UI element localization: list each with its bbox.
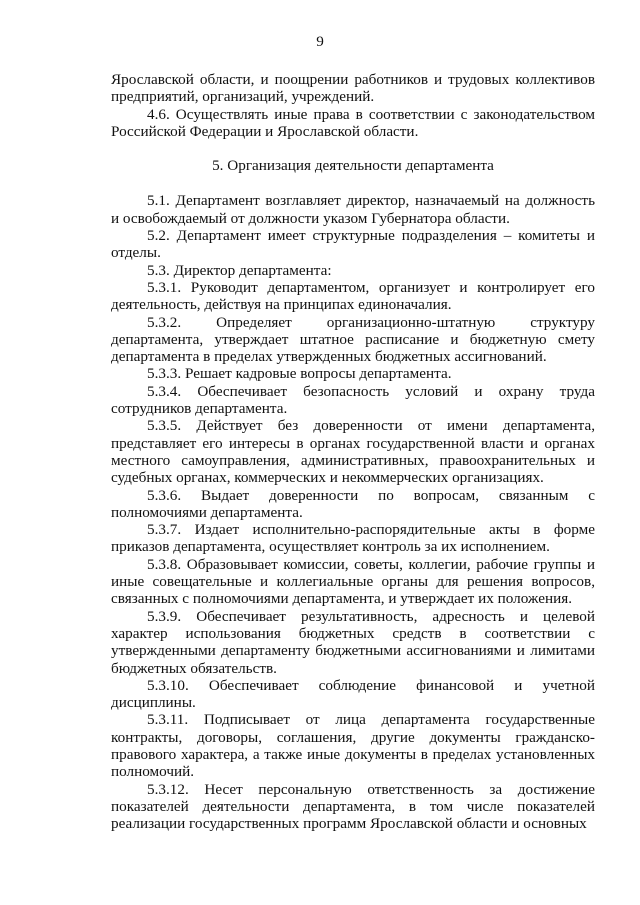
paragraph-5-1: 5.1. Департамент возглавляет директор, назначаемый на должность и освобождаемый от должности указом Губернатора области. (111, 192, 595, 227)
section-heading-5: 5. Организация деятельности департамента (212, 157, 494, 175)
paragraph-5-3-3: 5.3.3. Решает кадровые вопросы департамента. (147, 365, 452, 383)
paragraph-5-3-7: 5.3.7. Издает исполнительно-распорядительные акты в форме приказов департамента, осуществляет контроль за их исполнением. (111, 521, 595, 556)
paragraph-5-3-8: 5.3.8. Образовывает комиссии, советы, коллегии, рабочие группы и иные совещательные и коллегиальные органы для решения вопросов, связанных с полномочиями департамента, и утверждает их положения. (111, 555, 595, 608)
paragraph-5-3-10: 5.3.10. Обеспечивает соблюдение финансовой и учетной дисциплины. (111, 676, 595, 712)
paragraph-5-3-4: 5.3.4. Обеспечивает безопасность условий и охрану труда сотрудников департамента. (111, 382, 595, 418)
paragraph-5-3-12: 5.3.12. Несет персональную ответственность за достижение показателей деятельности департамента, в том числе показателей реализации государственных программ Ярославской области и основных (111, 780, 595, 833)
paragraph-5-3-5: 5.3.5. Действует без доверенности от имени департамента, представляет его интересы в органах государственной власти и органах местного самоуправления, административных, правоохранительных и судебных органах, коммерческих и некоммерческих организациях. (111, 417, 595, 487)
paragraph-5-3-1: 5.3.1. Руководит департаментом, организует и контролирует его деятельность, действуя на принципах единоначалия. (111, 278, 595, 314)
paragraph-continuation: Ярославской области, и поощрении работников и трудовых коллективов предприятий, организаций, учреждений. (111, 71, 595, 106)
paragraph-5-3: 5.3. Директор департамента: (147, 261, 332, 279)
paragraph-5-3-11: 5.3.11. Подписывает от лица департамента государственные контракты, договоры, соглашения, другие документы гражданско-правового характера, а также иные документы в пределах установленных полномочий. (111, 711, 595, 781)
document-body (111, 71, 595, 832)
paragraph-5-3-6: 5.3.6. Выдает доверенности по вопросам, связанным с полномочиями департамента. (111, 486, 595, 521)
paragraph-5-2: 5.2. Департамент имеет структурные подразделения – комитеты и отделы. (111, 227, 595, 262)
paragraph-5-3-2: 5.3.2. Определяет организационно-штатную структуру департамента, утверждает штатное расписание и бюджетную смету департамента в пределах утвержденных бюджетных ассигнований. (111, 313, 595, 366)
page-number: 9 (316, 33, 324, 50)
paragraph-5-3-9: 5.3.9. Обеспечивает результативность, адресность и целевой характер использования бюджетных средств в соответствии с утвержденными департаменту бюджетными ассигнованиями и лимитами бюджетных обязательств. (111, 607, 595, 677)
paragraph-4-6: 4.6. Осуществлять иные права в соответствии с законодательством Российской Федерации и Ярославской области. (111, 105, 595, 140)
